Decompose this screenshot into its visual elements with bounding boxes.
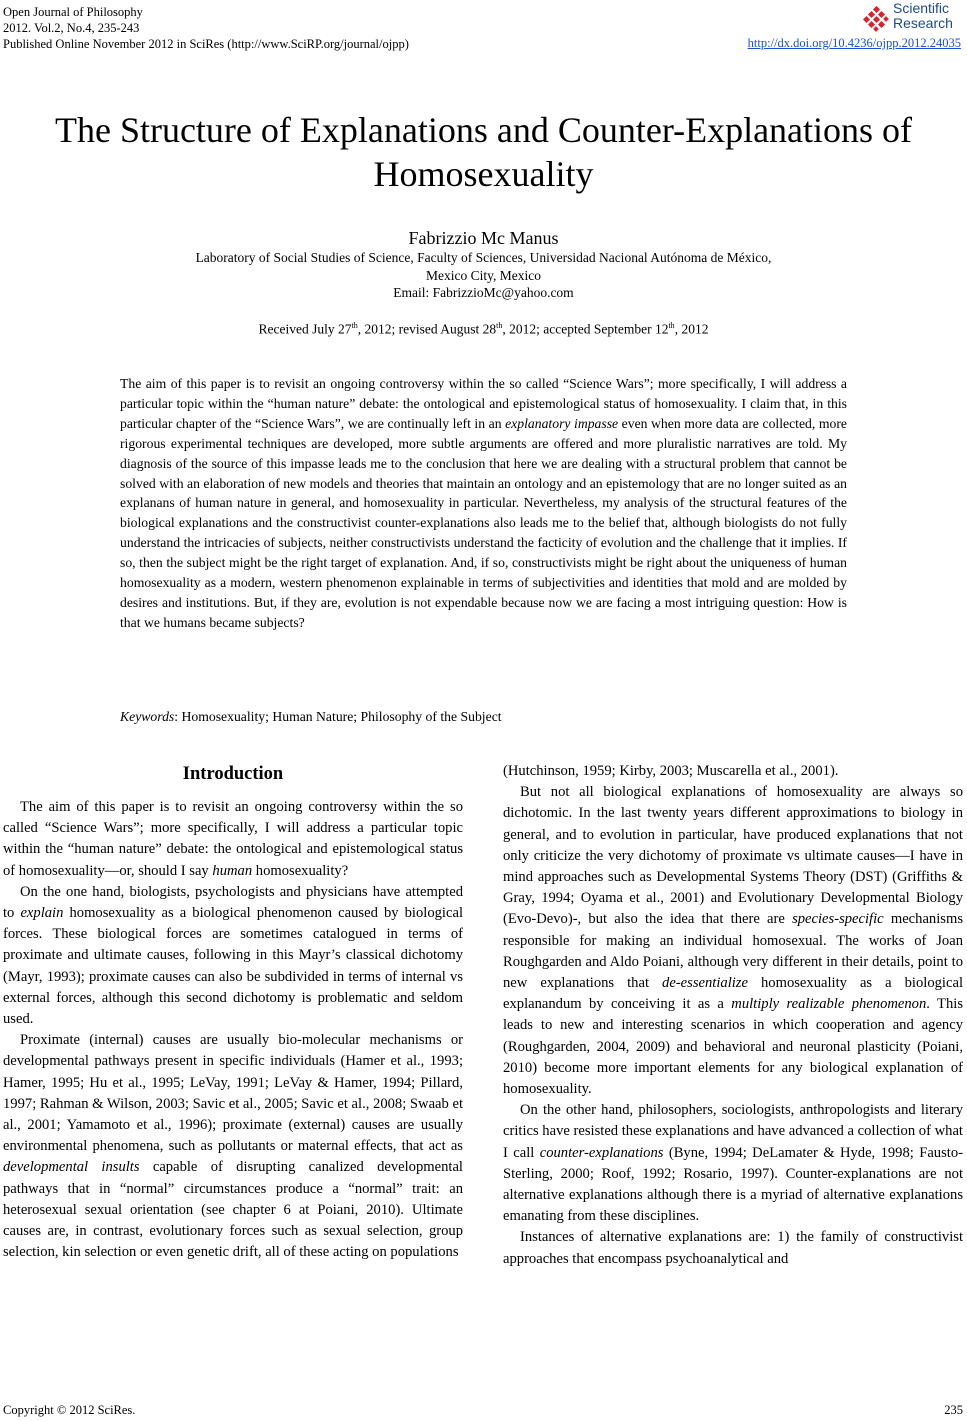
paragraph-text: (Byne, 1994; DeLamater & Hyde, 1998; Fausto-Sterling, 2000; Roof, 1992; Rosario, 1997). Counter-explanations are not alternative explanations although there is a myriad of alternative explanations emanating from these disciplines.: [503, 1144, 963, 1225]
paragraph-text: homosexuality as a biological phenomenon caused by biological forces. These biological forces are sometimes catalogued in terms of proximate and ultimate causes, following in this Mayr’s classical dichotomy (Mayr, 1993); proximate causes can also be subdivided in terms of internal vs external forces, although this second dichotomy is problematic and seldom used.: [3, 905, 463, 1028]
revised-date: , 2012; revised August 28: [357, 321, 497, 337]
paragraph-text: homosexuality as a biological explanandum by conceiving it as a: [503, 975, 963, 1013]
paper-title: The Structure of Explanations and Counter-Explanations of Homosexuality: [54, 110, 913, 194]
received-dates: [0, 321, 967, 338]
abstract-text-2: even when more data are collected, more rigorous experimental techniques are developed, more subtle arguments are offered and more pluralistic narratives are told. My diagnosis of the source of this impasse leads me to the conclusion that here we are dealing with a structural problem that cannot be solved with an elaboration of new models and theories that maintain an ontology and an epistemology that are no longer suited as an explanans of human nature in general, and homosexuality in particular. Nevertheless, my analysis of the structural features of the biological explanations and the constructivist counter-explanations also leads me to the belief that, although biologists do not fully understand the intricacies of subjects, neither constructivists understand the facticity of evolution and the challenge that it implies. If so, then the subject might be the right target of explanation. And, if so, constructivists might be right about the uniqueness of human homosexuality as a modern, western phenomenon explainable in terms of subjectivities and identities that mold and are molded by desires and institutions. But, if they are, evolution is not expendable because now we are facing a most intriguing question: How is that we humans became subjects?: [120, 415, 847, 630]
paragraph-text: The aim of this paper is to revisit an ongoing controversy within the so called “Science Wars”; more specifically, I will address a particular topic within the “human nature” debate: the ontological and epistemological status of homosexuality—or, should I say: [3, 799, 463, 879]
received-sup: th: [351, 321, 358, 330]
keywords-label: Keywords: [120, 709, 175, 724]
logo-wordmark: [893, 1, 953, 31]
paragraph-text: Proximate (internal) causes are usually bio-molecular mechanisms or developmental pathways present in specific individuals (Hamer et al., 1993; Hamer, 1995; Hu et al., 1995; LeVay, 1991; LeVay & Hamer, 1994; Pillard, 1997; Rahman & Wilson, 2003; Savic et al., 2005; Savic et al., 2008; Swaab et al., 2001; Yamamoto et al., 1996); proximate (external) causes are usually environmental phenomena, such as pollutants or maternal effects, that act as: [3, 1032, 463, 1155]
year: , 2012: [674, 321, 709, 337]
author-email: Email: FabrizzioMc@yahoo.com: [393, 285, 574, 300]
paragraph-italic: species-specific: [792, 911, 884, 928]
keywords: [120, 709, 502, 725]
journal-volume: 2012. Vol.2, No.4, 235-243: [3, 21, 140, 35]
journal-name: Open Journal of Philosophy: [3, 5, 143, 19]
copyright: Copyright © 2012 SciRes.: [3, 1403, 136, 1417]
paragraph-italic: de-essentialize: [662, 975, 748, 992]
paragraph: [503, 1100, 963, 1227]
abstract: [120, 374, 847, 633]
paragraph-text: On the other hand, philosophers, sociologists, anthropologists and literary critics have resisted these explanations and have advanced a collection of what I call: [503, 1102, 963, 1161]
logo-line-2: Research: [893, 15, 953, 31]
paragraph: [3, 882, 463, 1030]
accepted-sup: th: [668, 321, 675, 330]
doi-link[interactable]: http://dx.doi.org/10.4236/ojpp.2012.24035: [747, 36, 961, 50]
paragraph-text: On the one hand, biologists, psychologists and physicians have attempted to: [3, 883, 463, 922]
paragraph-italic: human: [212, 862, 253, 879]
left-column: [3, 761, 463, 1263]
keywords-text: : Homosexuality; Human Nature; Philosophy of the Subject: [174, 709, 502, 724]
affiliation-line-1: Laboratory of Social Studies of Science, Faculty of Sciences, Universidad Nacional Autónoma de México,: [195, 250, 772, 265]
page-number: 235: [944, 1403, 963, 1417]
paragraph-continuation: (Hutchinson, 1959; Kirby, 2003; Muscarella et al., 2001).: [503, 763, 839, 779]
abstract-italic: explanatory impasse: [505, 415, 619, 431]
paragraph: [503, 782, 963, 1100]
paragraph-italic: multiply realizable phenomenon: [731, 996, 927, 1013]
right-column: [503, 761, 963, 1270]
accepted-date: , 2012; accepted September 12: [502, 321, 669, 337]
paragraph-text: mechanisms responsible for making an individual homosexual. The works of Joan Roughgarden and Aldo Poiani, although very different in their details, point to new explanations that: [503, 911, 963, 992]
paragraph-text: capable of disrupting canalized developmental pathways that in “normal” circumstances produce a “normal” trait: an heterosexual sexual orientation (see chapter 6 at Poiani, 2010). Ultimate causes are, in contrast, evolutionary forces such as sexual selection, group selection, kin selection or even genetic drift, all of these acting on populations: [3, 1159, 463, 1261]
paragraph: Instances of alternative explanations are: 1) the family of constructivist approaches that encompass psychoanalytical and: [503, 1229, 963, 1267]
author-name: Fabrizzio Mc Manus: [408, 228, 559, 248]
logo-mark-icon: [863, 6, 889, 32]
affiliation: [0, 249, 967, 302]
section-heading-introduction: Introduction: [182, 764, 284, 784]
paragraph-text: homosexuality?: [252, 862, 349, 879]
paragraph-text: . This leads to new and interesting scenarios in which cooperation and agency (Roughgarden, 2004, 2009) and behavioral and neuronal plasticity (Poiani, 2010) become more important elements for any biological explanation of homosexuality.: [503, 996, 963, 1098]
paragraph: [3, 797, 463, 882]
received-date: Received July 27: [258, 321, 352, 337]
paragraph-text: But not all biological explanations of homosexuality are always so dichotomic. In the last twenty years different approximations to biology in general, and to evolution in particular, have produced explanations that not only criticize the very dichotomy of proximate vs ultimate causes—I have in mind approaches such as Developmental Systems Theory (DST) (Griffiths & Gray, 1994; Oyama et al., 2001) and Evolutionary Developmental Biology (Evo-Devo)-, but also the idea that there are: [503, 784, 963, 928]
paragraph-italic: developmental insults: [3, 1159, 140, 1176]
revised-sup: th: [496, 321, 503, 330]
paragraph-italic: explain: [20, 905, 64, 922]
publication-info: Published Online November 2012 in SciRes (http://www.SciRP.org/journal/ojpp): [3, 37, 409, 51]
abstract-text-1: The aim of this paper is to revisit an ongoing controversy within the so called “Science Wars”; more specifically, I will address a particular topic within the “human nature” debate: the ontological and epistemological status of homosexuality. I claim that, in this particular chapter of the “Science Wars”, we are continually left in an: [120, 376, 847, 431]
logo-line-1: Scientific: [893, 0, 950, 16]
journal-header: [3, 4, 409, 52]
affiliation-line-2: Mexico City, Mexico: [426, 267, 541, 283]
paragraph: [3, 1030, 463, 1263]
publisher-logo: [863, 1, 963, 35]
paragraph-italic: counter-explanations: [539, 1144, 664, 1161]
